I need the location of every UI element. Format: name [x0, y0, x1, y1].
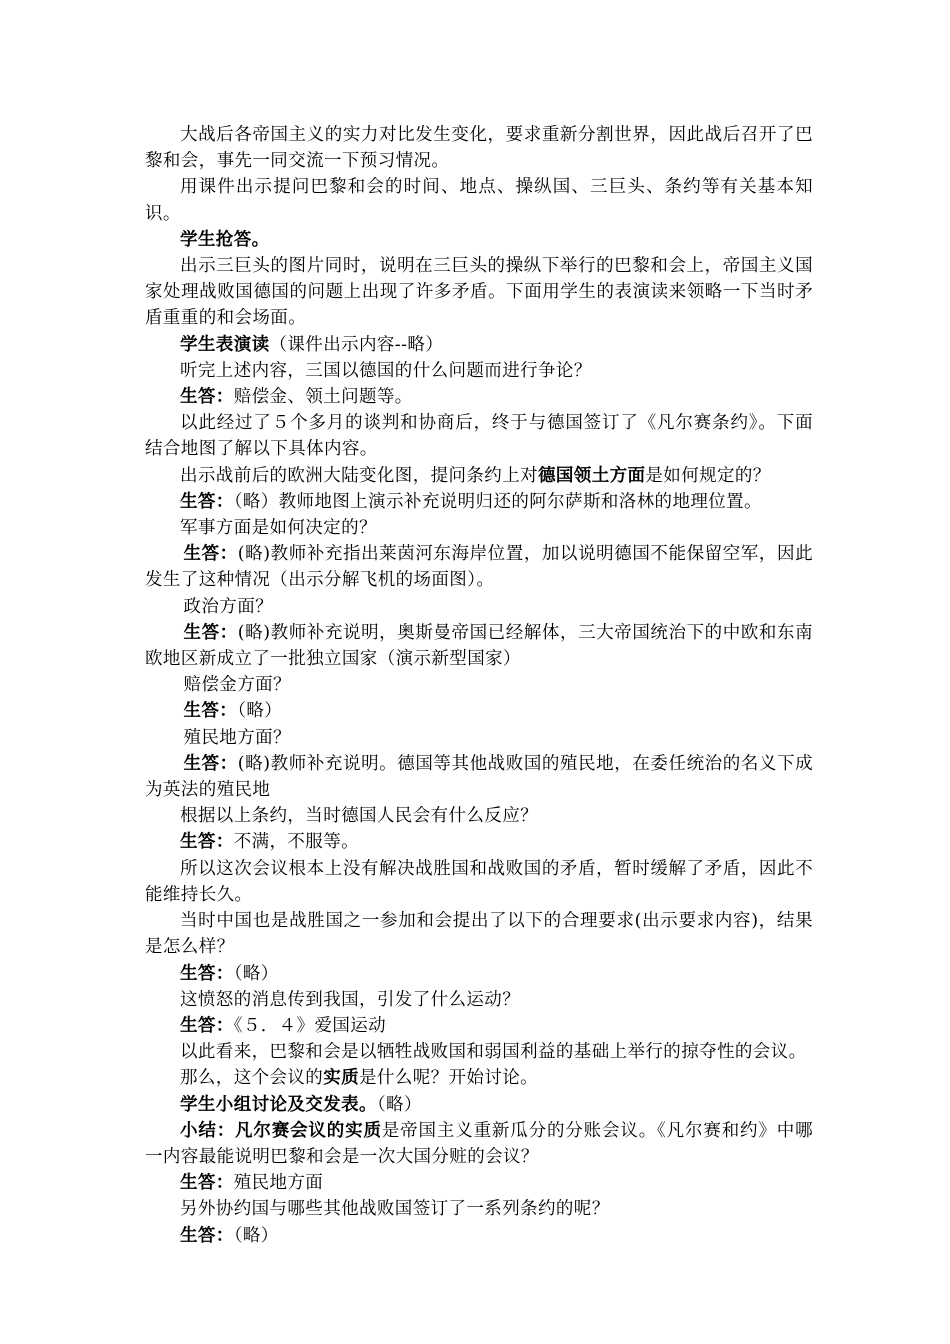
paragraph-3 — [145, 227, 813, 253]
text-run: 赔偿金方面？ — [183, 675, 291, 696]
paragraph-1 — [145, 122, 813, 174]
paragraph-17 — [145, 725, 813, 751]
paragraph-9 — [145, 463, 813, 489]
paragraph-27 — [145, 1065, 813, 1091]
text-run: 大战后各帝国主义的实力对比发生变化，要求重新分割世界，因此战后召开了巴黎和会，事先一同交流一下预习情况。 — [145, 125, 813, 172]
paragraph-8 — [145, 410, 813, 462]
paragraph-24 — [145, 987, 813, 1013]
bold-text: 德国领土方面 — [538, 465, 646, 486]
paragraph-25 — [145, 1013, 813, 1039]
text-run: 赔偿金、领土问题等。 — [233, 387, 413, 408]
text-run: （略） — [233, 1225, 279, 1246]
paragraph-16 — [145, 698, 813, 724]
bold-text: 生答： — [180, 963, 234, 984]
paragraph-2 — [145, 174, 813, 226]
text-run: 殖民地方面？ — [183, 727, 291, 748]
text-run: 另外协约国与哪些其他战败国签订了一系列条约的呢？ — [180, 1199, 610, 1220]
paragraph-23 — [145, 961, 813, 987]
text-run: 那么，这个会议的 — [180, 1068, 324, 1089]
text-run: 所以这次会议根本上没有解决战胜国和战败国的矛盾，暂时缓解了矛盾，因此不能维持长久。 — [145, 858, 813, 905]
text-run: 根据以上条约，当时德国人民会有什么反应？ — [180, 806, 538, 827]
paragraph-26 — [145, 1039, 813, 1065]
text-run: （课件出示内容--略） — [269, 334, 444, 355]
bold-text: 学生表演读 — [180, 334, 270, 355]
paragraph-29 — [145, 1118, 813, 1170]
text-run: 《５．４》爱国运动 — [233, 1015, 387, 1036]
text-run: (略)教师补充指出莱茵河东海岸位置，加以说明德国不能保留空军，因此发生了这种情况（出示分解飞机的场面图）。 — [145, 544, 814, 591]
bold-text: 学生小组讨论及交发表。 — [180, 1094, 377, 1115]
paragraph-14 — [145, 620, 813, 672]
text-run: 这愤怒的消息传到我国，引发了什么运动？ — [180, 989, 521, 1010]
text-run: 不满，不服等。 — [233, 832, 360, 853]
text-run: 是什么呢？开始讨论。 — [359, 1068, 539, 1089]
paragraph-18 — [145, 751, 813, 803]
paragraph-12 — [145, 541, 813, 593]
text-run: (略)教师补充说明，奥斯曼帝国已经解体，三大帝国统治下的中欧和东南欧地区新成立了一批独立国家（演示新型国家） — [145, 622, 814, 670]
paragraph-21 — [145, 856, 813, 908]
paragraph-15 — [145, 672, 813, 698]
text-run: 听完上述内容，三国以德国的什么问题而进行争论？ — [180, 360, 592, 381]
paragraph-11 — [145, 515, 813, 541]
text-run: （略） — [233, 963, 279, 984]
text-run: 以此经过了５个多月的谈判和协商后，终于与德国签订了《凡尔赛条约》。下面结合地图了解以下具体内容。 — [145, 413, 813, 460]
bold-text: 生答： — [183, 622, 238, 643]
text-run: 当时中国也是战胜国之一参加和会提出了以下的合理要求(出示要求内容)，结果是怎么样？ — [145, 911, 813, 958]
text-run: 殖民地方面 — [233, 1173, 324, 1194]
paragraph-30 — [145, 1170, 813, 1196]
bold-text: 生答： — [180, 387, 234, 408]
text-run: 是如何规定的？ — [645, 465, 771, 486]
bold-text: 小结：凡尔赛会议的实质 — [180, 1120, 382, 1141]
text-run: 以此看来，巴黎和会是以牺牲战败国和弱国利益的基础上举行的掠夺性的会议。 — [180, 1042, 807, 1063]
text-run: 出示战前后的欧洲大陆变化图，提问条约上对 — [180, 465, 538, 486]
paragraph-4 — [145, 253, 813, 332]
bold-text: 生答： — [183, 753, 238, 774]
bold-text: 生答： — [183, 544, 238, 565]
text-run: (略)教师补充说明。德国等其他战败国的殖民地，在委任统治的名义下成为英法的殖民地 — [145, 753, 814, 801]
paragraph-5 — [145, 332, 813, 358]
bold-text: 生答： — [180, 1015, 234, 1036]
paragraph-20 — [145, 829, 813, 855]
text-run: （略）教师地图上演示补充说明归还的阿尔萨斯和洛林的地理位置。 — [233, 491, 762, 512]
bold-text: 生答： — [180, 1225, 234, 1246]
text-run: 是帝国主义重新瓜分的分账会议。《凡尔赛和约》中哪一内容最能说明巴黎和会是一次大国分赃的会议？ — [145, 1120, 813, 1167]
paragraph-22 — [145, 908, 813, 960]
bold-text: 生答： — [180, 491, 234, 512]
text-run: 政治方面？ — [183, 596, 273, 617]
bold-text: 生答： — [183, 701, 238, 722]
paragraph-6 — [145, 358, 813, 384]
paragraph-28 — [145, 1092, 813, 1118]
bold-text: 生答： — [180, 832, 234, 853]
paragraph-10 — [145, 489, 813, 515]
text-run: 用课件出示提问巴黎和会的时间、地点、操纵国、三巨头、条约等有关基本知识。 — [145, 177, 813, 224]
text-run: （略） — [237, 701, 283, 722]
paragraph-31 — [145, 1196, 813, 1222]
paragraph-19 — [145, 803, 813, 829]
bold-text: 学生抢答。 — [180, 229, 270, 250]
text-run: 出示三巨头的图片同时，说明在三巨头的操纵下举行的巴黎和会上，帝国主义国家处理战败国德国的问题上出现了许多矛盾。下面用学生的表演读来领略一下当时矛盾重重的和会场面。 — [145, 256, 813, 329]
bold-text: 实质 — [323, 1068, 360, 1089]
text-run: 军事方面是如何决定的？ — [180, 518, 377, 539]
paragraph-32 — [145, 1223, 813, 1249]
document-page — [145, 122, 813, 1249]
bold-text: 生答： — [180, 1173, 234, 1194]
paragraph-7 — [145, 384, 813, 410]
text-run: （略） — [376, 1094, 422, 1115]
paragraph-13 — [145, 594, 813, 620]
